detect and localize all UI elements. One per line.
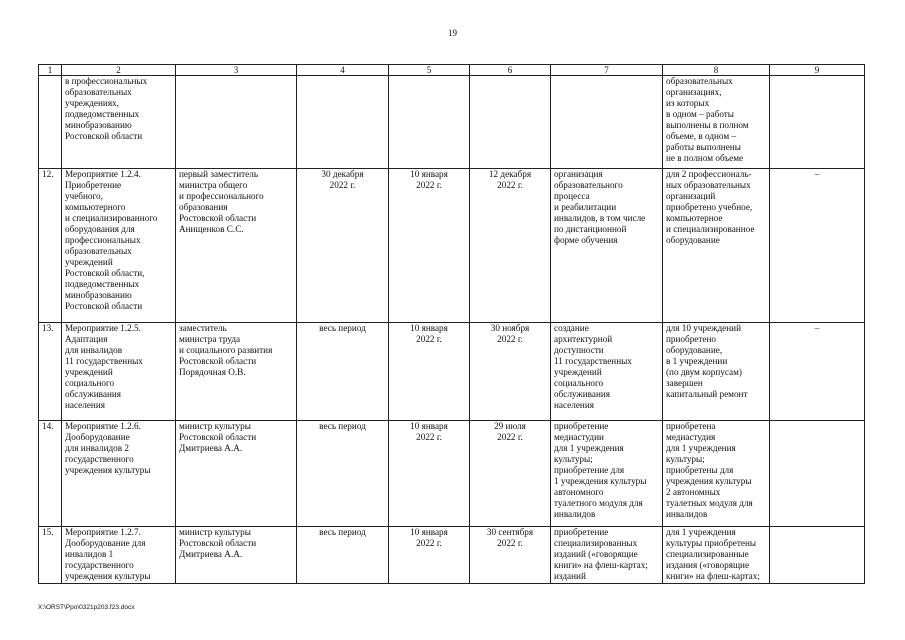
cell-text-line: и социального развития — [179, 345, 273, 355]
cell-text-line: образовательных — [65, 87, 132, 97]
planned-result-cell — [551, 76, 663, 169]
cell-text-line: для инвалидов — [65, 345, 123, 355]
problems-cell — [770, 76, 865, 169]
row-number-cell: 14. — [39, 421, 62, 527]
cell-text-line: форме обучения — [554, 235, 618, 245]
cell-text-line: приобретение — [554, 421, 609, 431]
problems-cell: – — [770, 323, 865, 421]
document-table — [38, 64, 865, 584]
cell-text-line: минобразованию — [65, 120, 132, 130]
cell-text-line: создание — [554, 323, 589, 333]
start-date-cell — [389, 76, 470, 169]
cell-text-line: и реабилитации — [554, 202, 617, 212]
cell-text-line: Мероприятие 1.2.6. — [65, 421, 141, 431]
cell-text-line: выполнены в полном — [666, 120, 749, 130]
cell-text-line: организация — [554, 169, 603, 179]
responsible-person-cell — [176, 421, 297, 527]
cell-text-line: издания («говорящие — [666, 560, 750, 570]
cell-text-line: для 10 учреждений — [666, 323, 742, 333]
cell-text-line: ных образовательных — [666, 180, 751, 190]
cell-text-line: изданий («говорящие — [554, 549, 638, 559]
cell-text-line: Ростовской области — [179, 432, 257, 442]
deadline-cell — [297, 169, 389, 323]
cell-text-line: образовательных — [65, 246, 132, 256]
cell-text-line: специализированные — [666, 549, 749, 559]
row-number-cell: 15. — [39, 527, 62, 584]
actual-result-cell — [663, 421, 770, 527]
cell-text-line: для 1 учреждения — [554, 443, 624, 453]
table-row — [39, 323, 865, 421]
cell-text-line: 2022 г. — [416, 180, 442, 190]
cell-text-line: 10 января — [410, 527, 448, 537]
column-number: 8 — [663, 65, 770, 76]
cell-text-line: архитектурной — [554, 334, 613, 344]
cell-text-line: учреждения культуры — [666, 476, 752, 486]
cell-text-line: Ростовской области — [65, 301, 143, 311]
cell-text-line: Мероприятие 1.2.5. — [65, 323, 141, 333]
planned-result-cell — [551, 323, 663, 421]
column-number: 5 — [389, 65, 470, 76]
event-name-cell — [62, 421, 176, 527]
cell-text-line: и специализированное — [666, 224, 755, 234]
cell-text-line: учреждениях, — [65, 98, 119, 108]
cell-text-line: инвалидов — [554, 509, 596, 519]
cell-text-line: 11 государственных — [65, 356, 143, 366]
actual-result-cell — [663, 76, 770, 169]
cell-text-line: обслуживания — [554, 389, 611, 399]
problems-cell — [770, 527, 865, 584]
cell-text-line: первый заместитель — [179, 169, 259, 179]
row-number-cell: 12. — [39, 169, 62, 323]
cell-text-line: компьютерное — [666, 213, 723, 223]
cell-text-line: процесса — [554, 191, 590, 201]
cell-text-line: государственного — [65, 560, 134, 570]
cell-text-line: обслуживания — [65, 389, 122, 399]
cell-text-line: приобретено — [666, 334, 716, 344]
cell-text-line: 30 декабря — [321, 169, 364, 179]
cell-text-line: оборудования для — [65, 224, 135, 234]
cell-text-line: Ростовской области — [65, 131, 143, 141]
cell-text-line: приобретена — [666, 421, 716, 431]
cell-text-line: и специализированного — [65, 213, 158, 223]
responsible-person-cell — [176, 169, 297, 323]
cell-text-line: 2022 г. — [497, 334, 523, 344]
cell-text-line: Анищенков С.С. — [179, 224, 244, 234]
cell-text-line: доступности — [554, 345, 604, 355]
cell-text-line: населения — [554, 400, 594, 410]
column-number: 6 — [470, 65, 551, 76]
cell-text-line: приобретение — [554, 527, 609, 537]
cell-text-line: 2022 г. — [416, 538, 442, 548]
cell-text-line: автономного — [554, 487, 604, 497]
cell-text-line: заместитель — [179, 323, 227, 333]
end-date-cell — [470, 76, 551, 169]
cell-text-line: министра общего — [179, 180, 248, 190]
cell-text-line: учреждений — [65, 257, 113, 267]
cell-text-line: для 2 профессиональ- — [666, 169, 752, 179]
cell-text-line: 2022 г. — [416, 432, 442, 442]
cell-text-line: в одном – работы — [666, 109, 734, 119]
column-number-row — [39, 65, 865, 76]
cell-text-line: медиастудии — [554, 432, 604, 442]
table-body — [39, 65, 865, 584]
cell-text-line: в профессиональных — [65, 76, 148, 86]
cell-text-line: социального — [554, 378, 604, 388]
cell-text-line: 2022 г. — [329, 180, 356, 190]
cell-text-line: 2022 г. — [497, 432, 523, 442]
column-number: 9 — [770, 65, 865, 76]
cell-text-line: завершен — [666, 378, 703, 388]
deadline-cell — [297, 527, 389, 584]
cell-text-line: 29 июля — [494, 421, 526, 431]
cell-text-line: туалетного модуля для — [554, 498, 643, 508]
cell-text-line: книги» на флеш-картах; — [666, 571, 760, 581]
table-row — [39, 421, 865, 527]
page-number: 19 — [448, 28, 457, 38]
cell-text-line: Ростовской области — [179, 213, 257, 223]
cell-text-line: 30 сентября — [486, 527, 534, 537]
start-date-cell — [389, 323, 470, 421]
cell-text-line: (по двум корпусам) — [666, 367, 742, 377]
start-date-cell — [389, 421, 470, 527]
cell-text-line: Мероприятие 1.2.7. — [65, 527, 141, 537]
cell-text-line: министр культуры — [179, 421, 251, 431]
cell-text-line: профессиональных — [65, 235, 141, 245]
responsible-person-cell — [176, 527, 297, 584]
cell-text-line: весь период — [319, 421, 366, 431]
cell-text-line: специализированных — [554, 538, 638, 548]
cell-text-line: учреждений — [554, 367, 602, 377]
cell-text-line: по дистанционной — [554, 224, 627, 234]
cell-text-line: Порядочная О.В. — [179, 367, 246, 377]
actual-result-cell — [663, 527, 770, 584]
cell-text-line: подведомственных — [65, 279, 140, 289]
problems-cell: – — [770, 169, 865, 323]
cell-text-line: приобретение для — [554, 465, 625, 475]
cell-text-line: капитальный ремонт — [666, 389, 748, 399]
cell-text-line: в 1 учреждении — [666, 356, 728, 366]
cell-text-line: организаций — [666, 191, 716, 201]
cell-text-line: инвалидов, в том числе — [554, 213, 646, 223]
column-number: 2 — [62, 65, 176, 76]
cell-text-line: Дооборудование для — [65, 538, 146, 548]
cell-text-line: из которых — [666, 98, 710, 108]
cell-text-line: 10 января — [410, 421, 448, 431]
cell-text-line: Дмитриева А.А. — [179, 443, 243, 453]
cell-text-line: 10 января — [410, 169, 448, 179]
end-date-cell — [470, 527, 551, 584]
table-row — [39, 527, 865, 584]
table-row — [39, 76, 865, 169]
cell-text-line: культуры приобретены — [666, 538, 757, 548]
cell-text-line: организациях, — [666, 87, 722, 97]
planned-result-cell — [551, 169, 663, 323]
cell-text-line: культуры; — [666, 454, 705, 464]
cell-text-line: для инвалидов 2 — [65, 443, 129, 453]
cell-text-line: компьютерного — [65, 202, 126, 212]
cell-text-line: объеме, в одном – — [666, 131, 737, 141]
cell-text-line: Дооборудование — [65, 432, 130, 442]
cell-text-line: 12 декабря — [488, 169, 532, 179]
cell-text-line: учреждения культуры — [65, 571, 151, 581]
deadline-cell — [297, 421, 389, 527]
cell-text-line: образования — [179, 202, 228, 212]
cell-text-line: весь период — [319, 527, 366, 537]
cell-text-line: для 1 учреждения — [666, 443, 736, 453]
table-row — [39, 169, 865, 323]
cell-text-line: учебного, — [65, 191, 103, 201]
cell-text-line: оборудование — [666, 235, 720, 245]
end-date-cell — [470, 323, 551, 421]
cell-text-line: Адаптация — [65, 334, 108, 344]
start-date-cell — [389, 169, 470, 323]
column-number: 7 — [551, 65, 663, 76]
cell-text-line: 2022 г. — [416, 334, 442, 344]
end-date-cell — [470, 169, 551, 323]
cell-text-line: министр культуры — [179, 527, 251, 537]
deadline-cell — [297, 323, 389, 421]
column-number: 4 — [297, 65, 389, 76]
cell-text-line: медиастудия — [666, 432, 716, 442]
cell-text-line: образовательного — [554, 180, 623, 190]
cell-text-line: культуры; — [554, 454, 593, 464]
actual-result-cell — [663, 169, 770, 323]
cell-text-line: государственного — [65, 454, 134, 464]
event-name-cell — [62, 527, 176, 584]
footer-file-path: X:\ORST\Ppo\0321p203.f23.docx — [38, 604, 135, 611]
cell-text-line: инвалидов — [666, 509, 708, 519]
responsible-person-cell — [176, 323, 297, 421]
cell-text-line: весь период — [319, 323, 366, 333]
planned-result-cell — [551, 421, 663, 527]
planned-result-cell — [551, 527, 663, 584]
cell-text-line: Приобретение — [65, 180, 122, 190]
cell-text-line: учреждения культуры — [65, 465, 151, 475]
cell-text-line: Мероприятие 1.2.4. — [65, 169, 141, 179]
cell-text-line: книги» на флеш-картах; — [554, 560, 648, 570]
cell-text-line: для 1 учреждения — [666, 527, 736, 537]
cell-text-line: 2022 г. — [497, 538, 523, 548]
end-date-cell — [470, 421, 551, 527]
cell-text-line: приобретены для — [666, 465, 734, 475]
cell-text-line: населения — [65, 400, 105, 410]
cell-text-line: приобретено учебное, — [666, 202, 753, 212]
cell-text-line: Ростовской области — [179, 538, 257, 548]
cell-text-line: 1 учреждения культуры — [554, 476, 647, 486]
cell-text-line: Дмитриева А.А. — [179, 549, 243, 559]
cell-text-line: образовательных — [666, 76, 733, 86]
problems-cell — [770, 421, 865, 527]
cell-text-line: учреждений — [65, 367, 113, 377]
start-date-cell — [389, 527, 470, 584]
cell-text-line: министра труда — [179, 334, 241, 344]
cell-text-line: 2022 г. — [497, 180, 523, 190]
column-number: 1 — [39, 65, 62, 76]
cell-text-line: туалетных модуля для — [666, 498, 753, 508]
cell-text-line: Ростовской области, — [65, 268, 145, 278]
event-name-cell — [62, 323, 176, 421]
cell-text-line: 2 автономных — [666, 487, 721, 497]
cell-text-line: 30 ноября — [490, 323, 530, 333]
responsible-person-cell — [176, 76, 297, 169]
cell-text-line: минобразованию — [65, 290, 132, 300]
cell-text-line: работы выполнены — [666, 142, 741, 152]
cell-text-line: подведомственных — [65, 109, 140, 119]
cell-text-line: 11 государственных — [554, 356, 632, 366]
cell-text-line: и профессионального — [179, 191, 264, 201]
cell-text-line: Ростовской области — [179, 356, 257, 366]
cell-text-line: инвалидов 1 — [65, 549, 114, 559]
event-name-cell — [62, 76, 176, 169]
cell-text-line: оборудование, — [666, 345, 723, 355]
event-name-cell — [62, 169, 176, 323]
column-number: 3 — [176, 65, 297, 76]
row-number-cell: 13. — [39, 323, 62, 421]
cell-text-line: социального — [65, 378, 115, 388]
actual-result-cell — [663, 323, 770, 421]
cell-text-line: не в полном объеме — [666, 153, 744, 163]
cell-text-line: 10 января — [410, 323, 448, 333]
row-number-cell — [39, 76, 62, 169]
cell-text-line: изданий — [554, 571, 586, 581]
deadline-cell — [297, 76, 389, 169]
